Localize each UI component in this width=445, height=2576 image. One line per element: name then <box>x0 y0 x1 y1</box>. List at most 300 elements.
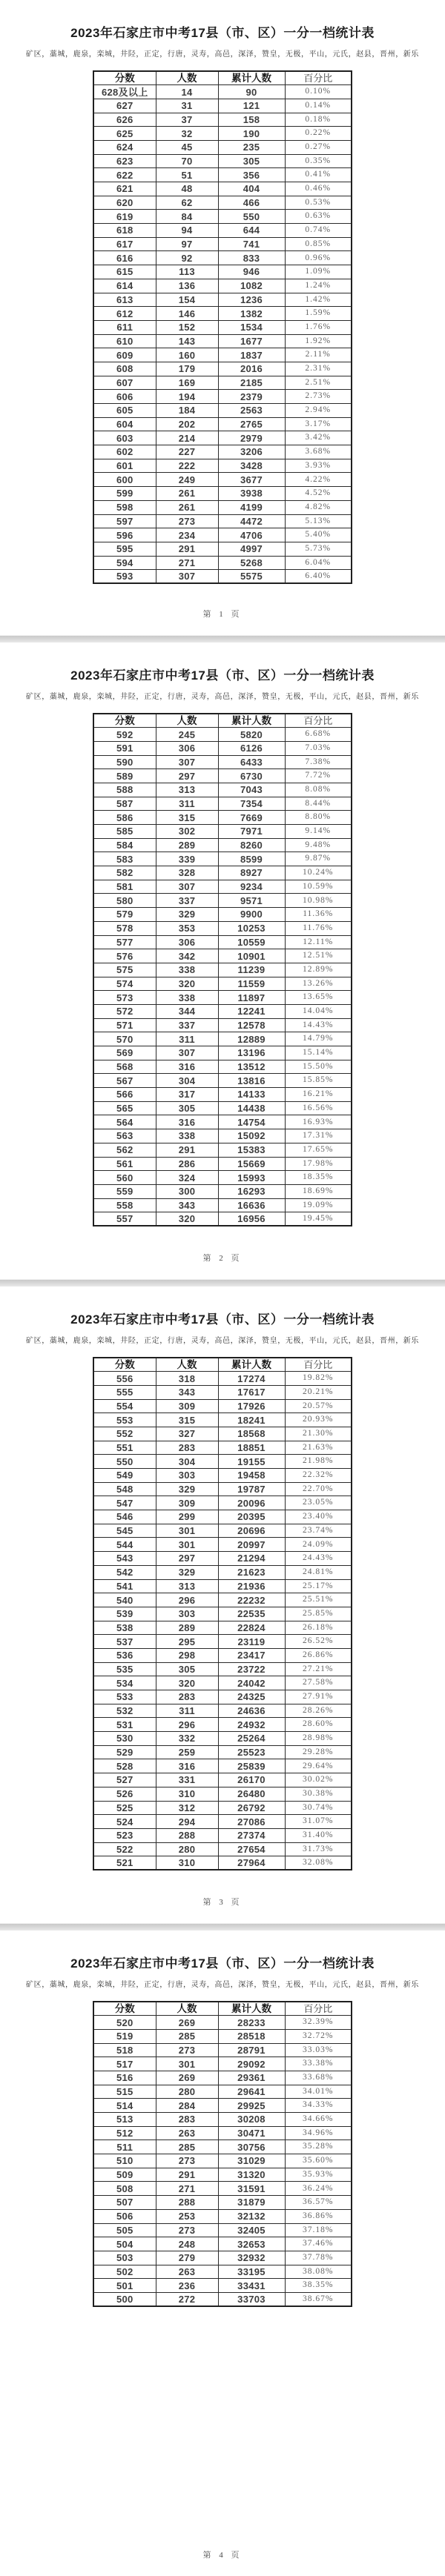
table-row <box>93 307 352 321</box>
score-cell: 616 <box>93 251 156 265</box>
score-cell: 601 <box>93 459 156 473</box>
count-cell: 315 <box>156 811 218 825</box>
col-header-cumulative: 累计人数 <box>218 71 285 85</box>
count-cell: 160 <box>156 348 218 362</box>
score-cell: 584 <box>93 838 156 852</box>
count-cell: 62 <box>156 196 218 210</box>
cumulative-cell: 25839 <box>218 1759 285 1773</box>
count-cell: 339 <box>156 852 218 866</box>
score-cell: 594 <box>93 556 156 570</box>
table-row <box>93 1648 352 1662</box>
page-title: 2023年石家庄市中考17县（市、区）一分一档统计表 <box>70 26 375 40</box>
count-cell: 84 <box>156 210 218 224</box>
table-row <box>93 1372 352 1386</box>
cumulative-cell: 16293 <box>218 1184 285 1198</box>
score-cell: 542 <box>93 1565 156 1579</box>
count-cell: 263 <box>156 2126 218 2140</box>
percent-cell: 11.36% <box>285 908 352 922</box>
table-row <box>93 1413 352 1427</box>
cumulative-cell: 30471 <box>218 2126 285 2140</box>
cumulative-cell: 18241 <box>218 1413 285 1427</box>
cumulative-cell: 26792 <box>218 1801 285 1815</box>
percent-cell: 7.72% <box>285 769 352 783</box>
cumulative-cell: 1382 <box>218 307 285 321</box>
count-cell: 70 <box>156 154 218 168</box>
count-cell: 296 <box>156 1593 218 1607</box>
table-body <box>93 85 352 584</box>
score-cell: 596 <box>93 528 156 542</box>
cumulative-cell: 121 <box>218 99 285 113</box>
count-cell: 298 <box>156 1648 218 1662</box>
cumulative-cell: 33431 <box>218 2279 285 2293</box>
count-cell: 289 <box>156 1621 218 1635</box>
score-cell: 592 <box>93 728 156 742</box>
count-cell: 338 <box>156 991 218 1005</box>
score-cell: 611 <box>93 320 156 334</box>
cumulative-cell: 29925 <box>218 2099 285 2113</box>
table-row <box>93 445 352 459</box>
percent-cell: 18.69% <box>285 1184 352 1198</box>
cumulative-cell: 3206 <box>218 445 285 459</box>
count-cell: 48 <box>156 182 218 196</box>
score-cell: 581 <box>93 880 156 894</box>
count-cell: 259 <box>156 1745 218 1759</box>
score-cell: 535 <box>93 1662 156 1676</box>
table-row <box>93 1385 352 1399</box>
cumulative-cell: 16956 <box>218 1212 285 1226</box>
count-cell: 338 <box>156 1129 218 1143</box>
count-cell: 338 <box>156 963 218 977</box>
count-cell: 194 <box>156 390 218 404</box>
percent-cell: 0.18% <box>285 113 352 127</box>
percent-cell: 7.38% <box>285 755 352 769</box>
cumulative-cell: 10253 <box>218 921 285 935</box>
cumulative-cell: 5820 <box>218 728 285 742</box>
count-cell: 291 <box>156 1143 218 1157</box>
score-cell: 501 <box>93 2279 156 2293</box>
cumulative-cell: 5268 <box>218 556 285 570</box>
page-number: 第 2 页 <box>202 1254 243 1263</box>
percent-cell: 16.21% <box>285 1088 352 1102</box>
table-row <box>93 570 352 584</box>
count-cell: 271 <box>156 2182 218 2196</box>
count-cell: 273 <box>156 2043 218 2057</box>
col-header-percent: 百分比 <box>285 2002 352 2016</box>
table-row <box>93 1552 352 1566</box>
table-body <box>93 2016 352 2306</box>
count-cell: 310 <box>156 1787 218 1801</box>
cumulative-cell: 2563 <box>218 404 285 418</box>
percent-cell: 1.09% <box>285 265 352 279</box>
percent-cell: 35.28% <box>285 2140 352 2154</box>
score-cell: 509 <box>93 2168 156 2182</box>
table-row <box>93 431 352 445</box>
cumulative-cell: 644 <box>218 224 285 238</box>
table-row <box>93 1704 352 1718</box>
score-cell: 608 <box>93 362 156 376</box>
score-table <box>93 1357 352 1870</box>
table-row <box>93 728 352 742</box>
score-cell: 557 <box>93 1212 156 1226</box>
score-cell: 537 <box>93 1635 156 1649</box>
percent-cell: 31.40% <box>285 1828 352 1842</box>
percent-cell: 21.98% <box>285 1455 352 1469</box>
count-cell: 331 <box>156 1773 218 1787</box>
count-cell: 307 <box>156 1046 218 1060</box>
cumulative-cell: 833 <box>218 251 285 265</box>
score-cell: 583 <box>93 852 156 866</box>
count-cell: 315 <box>156 1413 218 1427</box>
score-cell: 545 <box>93 1524 156 1538</box>
table-header-row <box>93 714 352 728</box>
percent-cell: 3.93% <box>285 459 352 473</box>
score-cell: 573 <box>93 991 156 1005</box>
table-row <box>93 224 352 238</box>
cumulative-cell: 14754 <box>218 1115 285 1129</box>
score-cell: 577 <box>93 935 156 949</box>
page-number: 第 4 页 <box>202 2551 243 2560</box>
cumulative-cell: 22232 <box>218 1593 285 1607</box>
table-row <box>93 2265 352 2279</box>
score-cell: 575 <box>93 963 156 977</box>
count-cell: 249 <box>156 473 218 487</box>
col-header-score: 分数 <box>93 1358 156 1372</box>
score-cell: 556 <box>93 1372 156 1386</box>
page-divider <box>0 1923 445 1931</box>
cumulative-cell: 4472 <box>218 514 285 528</box>
percent-cell: 27.58% <box>285 1676 352 1690</box>
score-cell: 625 <box>93 127 156 141</box>
table-row <box>93 113 352 127</box>
table-row <box>93 1593 352 1607</box>
cumulative-cell: 4706 <box>218 528 285 542</box>
table-row <box>93 528 352 542</box>
percent-cell: 0.35% <box>285 154 352 168</box>
count-cell: 306 <box>156 741 218 755</box>
percent-cell: 13.26% <box>285 977 352 991</box>
count-cell: 337 <box>156 1018 218 1032</box>
count-cell: 301 <box>156 1524 218 1538</box>
table-row <box>93 1662 352 1676</box>
count-cell: 344 <box>156 1004 218 1018</box>
table-row <box>93 390 352 404</box>
cumulative-cell: 6730 <box>218 769 285 783</box>
count-cell: 324 <box>156 1171 218 1185</box>
score-cell: 516 <box>93 2071 156 2085</box>
table-row <box>93 85 352 99</box>
score-cell: 540 <box>93 1593 156 1607</box>
col-header-score: 分数 <box>93 714 156 728</box>
count-cell: 317 <box>156 1088 218 1102</box>
count-cell: 227 <box>156 445 218 459</box>
cumulative-cell: 11239 <box>218 963 285 977</box>
percent-cell: 26.86% <box>285 1648 352 1662</box>
percent-cell: 15.85% <box>285 1074 352 1088</box>
page-divider <box>0 635 445 643</box>
table-row <box>93 362 352 376</box>
count-cell: 143 <box>156 334 218 348</box>
table-row <box>93 320 352 334</box>
score-cell: 618 <box>93 224 156 238</box>
table-row <box>93 1157 352 1171</box>
score-cell: 612 <box>93 307 156 321</box>
score-cell: 523 <box>93 1828 156 1842</box>
table-row <box>93 2085 352 2099</box>
cumulative-cell: 8599 <box>218 852 285 866</box>
percent-cell: 1.42% <box>285 293 352 307</box>
table-row <box>93 1538 352 1552</box>
col-header-cumulative: 累计人数 <box>218 714 285 728</box>
count-cell: 245 <box>156 728 218 742</box>
table-row <box>93 1676 352 1690</box>
table-row <box>93 921 352 935</box>
percent-cell: 36.57% <box>285 2196 352 2210</box>
percent-cell: 15.14% <box>285 1046 352 1060</box>
table-row <box>93 210 352 224</box>
table-header-row <box>93 2002 352 2016</box>
count-cell: 285 <box>156 2029 218 2043</box>
percent-cell: 37.46% <box>285 2237 352 2251</box>
cumulative-cell: 14133 <box>218 1088 285 1102</box>
percent-cell: 29.64% <box>285 1759 352 1773</box>
table-row <box>93 2279 352 2293</box>
percent-cell: 10.98% <box>285 894 352 908</box>
count-cell: 307 <box>156 880 218 894</box>
count-cell: 311 <box>156 1032 218 1046</box>
count-cell: 332 <box>156 1732 218 1746</box>
score-cell: 588 <box>93 783 156 797</box>
cumulative-cell: 30208 <box>218 2113 285 2127</box>
count-cell: 311 <box>156 1704 218 1718</box>
percent-cell: 33.03% <box>285 2043 352 2057</box>
table-row <box>93 2182 352 2196</box>
count-cell: 313 <box>156 1579 218 1593</box>
cumulative-cell: 15993 <box>218 1171 285 1185</box>
score-cell: 527 <box>93 1773 156 1787</box>
count-cell: 329 <box>156 1565 218 1579</box>
score-cell: 609 <box>93 348 156 362</box>
page-divider <box>0 1279 445 1287</box>
table-row <box>93 769 352 783</box>
count-cell: 305 <box>156 1101 218 1115</box>
cumulative-cell: 17617 <box>218 1385 285 1399</box>
score-cell: 610 <box>93 334 156 348</box>
count-cell: 318 <box>156 1372 218 1386</box>
count-cell: 320 <box>156 1212 218 1226</box>
cumulative-cell: 1837 <box>218 348 285 362</box>
score-cell: 615 <box>93 265 156 279</box>
cumulative-cell: 23417 <box>218 1648 285 1662</box>
score-cell: 593 <box>93 570 156 584</box>
percent-cell: 14.04% <box>285 1004 352 1018</box>
percent-cell: 19.45% <box>285 1212 352 1226</box>
page-title: 2023年石家庄市中考17县（市、区）一分一档统计表 <box>70 1312 375 1327</box>
cumulative-cell: 14438 <box>218 1101 285 1115</box>
cumulative-cell: 33703 <box>218 2292 285 2306</box>
percent-cell: 19.09% <box>285 1198 352 1212</box>
count-cell: 316 <box>156 1759 218 1773</box>
count-cell: 271 <box>156 556 218 570</box>
count-cell: 273 <box>156 2154 218 2168</box>
percent-cell: 28.60% <box>285 1718 352 1732</box>
cumulative-cell: 24932 <box>218 1718 285 1732</box>
percent-cell: 0.46% <box>285 182 352 196</box>
cumulative-cell: 24042 <box>218 1676 285 1690</box>
table-row <box>93 880 352 894</box>
percent-cell: 19.82% <box>285 1372 352 1386</box>
cumulative-cell: 24325 <box>218 1690 285 1704</box>
score-cell: 599 <box>93 487 156 501</box>
table-row <box>93 2140 352 2154</box>
count-cell: 92 <box>156 251 218 265</box>
count-cell: 273 <box>156 2223 218 2237</box>
percent-cell: 3.42% <box>285 431 352 445</box>
score-cell: 578 <box>93 921 156 935</box>
table-row <box>93 1524 352 1538</box>
score-cell: 565 <box>93 1101 156 1115</box>
score-cell: 566 <box>93 1088 156 1102</box>
cumulative-cell: 21294 <box>218 1552 285 1566</box>
percent-cell: 6.40% <box>285 570 352 584</box>
cumulative-cell: 18568 <box>218 1427 285 1441</box>
count-cell: 32 <box>156 127 218 141</box>
cumulative-cell: 2016 <box>218 362 285 376</box>
table-row <box>93 2223 352 2237</box>
percent-cell: 4.22% <box>285 473 352 487</box>
table-row <box>93 1088 352 1102</box>
percent-cell: 35.60% <box>285 2154 352 2168</box>
cumulative-cell: 16636 <box>218 1198 285 1212</box>
cumulative-cell: 7043 <box>218 783 285 797</box>
cumulative-cell: 28233 <box>218 2016 285 2030</box>
col-header-cumulative: 累计人数 <box>218 2002 285 2016</box>
score-cell: 529 <box>93 1745 156 1759</box>
score-cell: 525 <box>93 1801 156 1815</box>
cumulative-cell: 2979 <box>218 431 285 445</box>
score-cell: 561 <box>93 1157 156 1171</box>
table-row <box>93 2237 352 2251</box>
count-cell: 307 <box>156 755 218 769</box>
count-cell: 320 <box>156 1676 218 1690</box>
table-row <box>93 935 352 949</box>
percent-cell: 34.66% <box>285 2113 352 2127</box>
count-cell: 300 <box>156 1184 218 1198</box>
percent-cell: 10.59% <box>285 880 352 894</box>
percent-cell: 25.85% <box>285 1607 352 1621</box>
percent-cell: 25.51% <box>285 1593 352 1607</box>
score-cell: 607 <box>93 376 156 390</box>
table-row <box>93 2251 352 2265</box>
table-row <box>93 2099 352 2113</box>
cumulative-cell: 32132 <box>218 2209 285 2223</box>
table-row <box>93 1143 352 1157</box>
cumulative-cell: 8260 <box>218 838 285 852</box>
table-row <box>93 1842 352 1856</box>
cumulative-cell: 3677 <box>218 473 285 487</box>
count-cell: 283 <box>156 1690 218 1704</box>
cumulative-cell: 22824 <box>218 1621 285 1635</box>
table-row <box>93 99 352 113</box>
score-cell: 513 <box>93 2113 156 2127</box>
page-subtitle: 矿区，藁城，鹿泉，栾城，井陉，正定，行唐，灵寿，高邑，深泽，赞皇，无极，平山，元氏，赵县，晋州，新乐 <box>26 1981 419 1989</box>
count-cell: 327 <box>156 1427 218 1441</box>
percent-cell: 20.21% <box>285 1385 352 1399</box>
count-cell: 97 <box>156 237 218 251</box>
cumulative-cell: 2765 <box>218 417 285 431</box>
count-cell: 312 <box>156 1801 218 1815</box>
count-cell: 309 <box>156 1496 218 1510</box>
score-cell: 506 <box>93 2209 156 2223</box>
score-cell: 515 <box>93 2085 156 2099</box>
cumulative-cell: 17926 <box>218 1399 285 1413</box>
cumulative-cell: 32653 <box>218 2237 285 2251</box>
count-cell: 295 <box>156 1635 218 1649</box>
score-cell: 619 <box>93 210 156 224</box>
cumulative-cell: 15383 <box>218 1143 285 1157</box>
cumulative-cell: 6433 <box>218 755 285 769</box>
score-cell: 614 <box>93 279 156 293</box>
count-cell: 289 <box>156 838 218 852</box>
percent-cell: 12.51% <box>285 949 352 963</box>
cumulative-cell: 29092 <box>218 2057 285 2071</box>
cumulative-cell: 305 <box>218 154 285 168</box>
percent-cell: 27.91% <box>285 1690 352 1704</box>
percent-cell: 12.89% <box>285 963 352 977</box>
percent-cell: 4.52% <box>285 487 352 501</box>
count-cell: 329 <box>156 908 218 922</box>
score-cell: 626 <box>93 113 156 127</box>
score-cell: 606 <box>93 390 156 404</box>
table-row <box>93 376 352 390</box>
score-cell: 571 <box>93 1018 156 1032</box>
cumulative-cell: 1082 <box>218 279 285 293</box>
table-row <box>93 237 352 251</box>
page-subtitle: 矿区，藁城，鹿泉，栾城，井陉，正定，行唐，灵寿，高邑，深泽，赞皇，无极，平山，元氏，赵县，晋州，新乐 <box>26 693 419 701</box>
score-cell: 510 <box>93 2154 156 2168</box>
table-row <box>93 1129 352 1143</box>
cumulative-cell: 25264 <box>218 1732 285 1746</box>
score-cell: 530 <box>93 1732 156 1746</box>
count-cell: 280 <box>156 1842 218 1856</box>
table-row <box>93 487 352 501</box>
score-cell: 522 <box>93 1842 156 1856</box>
cumulative-cell: 15092 <box>218 1129 285 1143</box>
cumulative-cell: 190 <box>218 127 285 141</box>
percent-cell: 10.24% <box>285 866 352 880</box>
table-row <box>93 1828 352 1842</box>
count-cell: 291 <box>156 542 218 556</box>
cumulative-cell: 29641 <box>218 2085 285 2099</box>
cumulative-cell: 22535 <box>218 1607 285 1621</box>
percent-cell: 31.73% <box>285 1842 352 1856</box>
table-row <box>93 154 352 168</box>
percent-cell: 14.43% <box>285 1018 352 1032</box>
count-cell: 320 <box>156 977 218 991</box>
count-cell: 136 <box>156 279 218 293</box>
cumulative-cell: 11897 <box>218 991 285 1005</box>
cumulative-cell: 7669 <box>218 811 285 825</box>
table-row <box>93 1815 352 1829</box>
percent-cell: 30.38% <box>285 1787 352 1801</box>
percent-cell: 16.93% <box>285 1115 352 1129</box>
percent-cell: 34.01% <box>285 2085 352 2099</box>
percent-cell: 16.56% <box>285 1101 352 1115</box>
count-cell: 297 <box>156 1552 218 1566</box>
score-cell: 551 <box>93 1441 156 1455</box>
table-row <box>93 1074 352 1088</box>
table-row <box>93 2043 352 2057</box>
score-cell: 555 <box>93 1385 156 1399</box>
